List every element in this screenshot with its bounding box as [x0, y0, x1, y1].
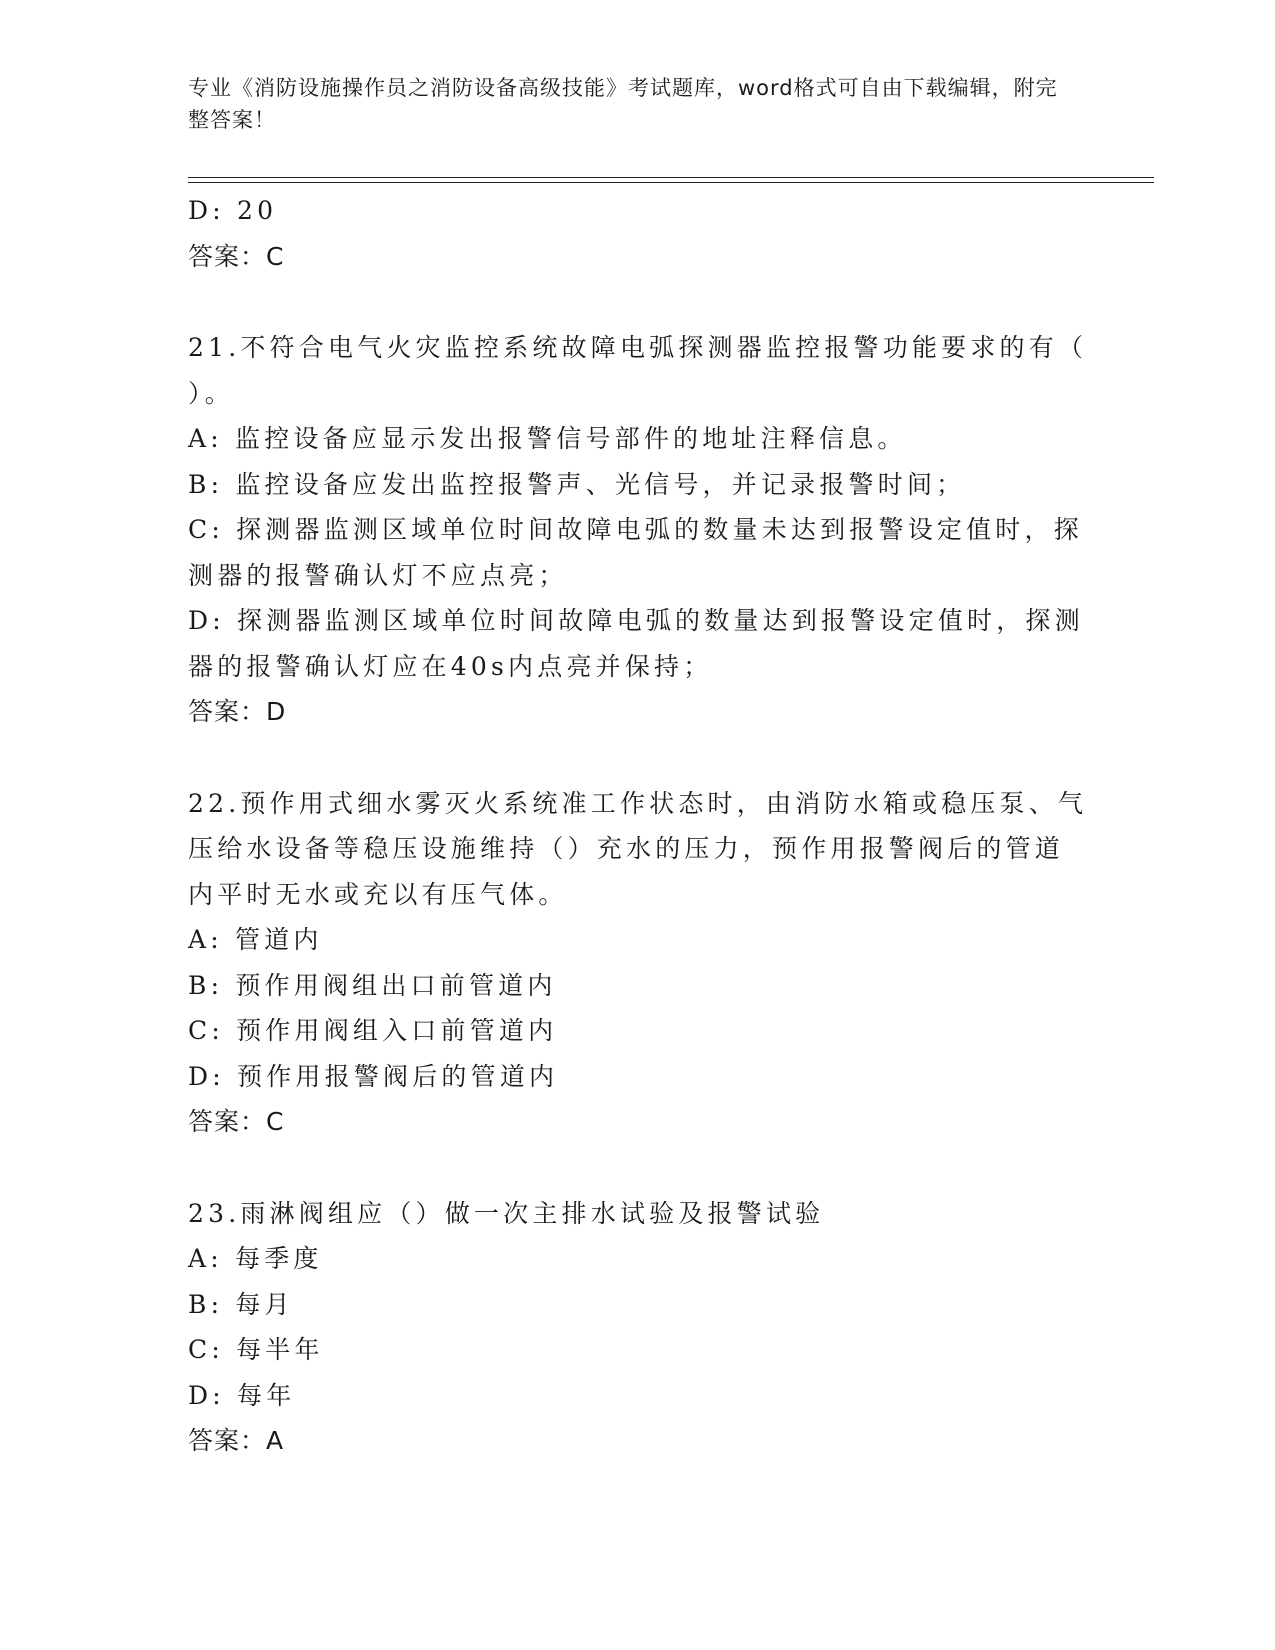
- option-a: A: 每季度: [188, 1244, 323, 1273]
- option-a: A: 监控设备应显示发出报警信号部件的地址注释信息。: [188, 424, 907, 453]
- option-d-cont: 器的报警确认灯应在40s内点亮并保持；: [188, 651, 713, 681]
- answer-line: 答案：D: [188, 697, 287, 726]
- question-stem: 22.预作用式细水雾灭火系统准工作状态时，由消防水箱或稳压泵、气: [188, 788, 1088, 818]
- question-block-prev: [188, 188, 1088, 279]
- question-stem-cont: 压给水设备等稳压设施维持（）充水的压力，预作用报警阀后的管道: [188, 834, 1065, 863]
- option-c: C: 探测器监测区域单位时间故障电弧的数量未达到报警设定值时，探: [188, 515, 1083, 544]
- option-b: B: 预作用阀组出口前管道内: [188, 970, 557, 1000]
- spacer: [188, 1145, 1088, 1191]
- option-c-cont: 测器的报警确认灯不应点亮；: [188, 560, 568, 590]
- question-stem-cont: 内平时无水或充以有压气体。: [188, 879, 568, 909]
- answer-line: 答案：C: [188, 1107, 285, 1136]
- question-list: [188, 188, 1088, 1464]
- answer-line: 答案：C: [188, 241, 285, 271]
- question-block-22: [188, 781, 1088, 1145]
- option-b: B: 每月: [188, 1289, 294, 1319]
- header-rule-bottom: [188, 182, 1154, 183]
- spacer: [188, 279, 1088, 325]
- option-d: D: 预作用报警阀后的管道内: [188, 1061, 559, 1091]
- option-d: D: 20: [188, 196, 278, 225]
- spacer: [188, 735, 1088, 781]
- question-stem: 21.不符合电气火灾监控系统故障电弧探测器监控报警功能要求的有（: [188, 333, 1088, 362]
- question-stem-cont: ）。: [188, 378, 234, 408]
- option-c: C: 预作用阀组入口前管道内: [188, 1016, 558, 1045]
- option-d: D: 探测器监测区域单位时间故障电弧的数量达到报警设定值时，探测: [188, 606, 1084, 635]
- option-a: A: 管道内: [188, 925, 323, 954]
- header-text: 专业《消防设施操作员之消防设备高级技能》考试题库，word格式可自由下载编辑，附完整答案！: [188, 76, 1058, 132]
- header-rule-top: [188, 177, 1154, 178]
- option-b: B: 监控设备应发出监控报警声、光信号，并记录报警时间；: [188, 469, 966, 499]
- option-d: D: 每年: [188, 1380, 296, 1410]
- question-block-23: [188, 1191, 1088, 1464]
- option-c: C: 每半年: [188, 1335, 324, 1364]
- question-stem: 23.雨淋阀组应（）做一次主排水试验及报警试验: [188, 1198, 825, 1228]
- document-header: [188, 72, 1068, 136]
- question-block-21: [188, 325, 1088, 735]
- answer-line: 答案：A: [188, 1426, 285, 1455]
